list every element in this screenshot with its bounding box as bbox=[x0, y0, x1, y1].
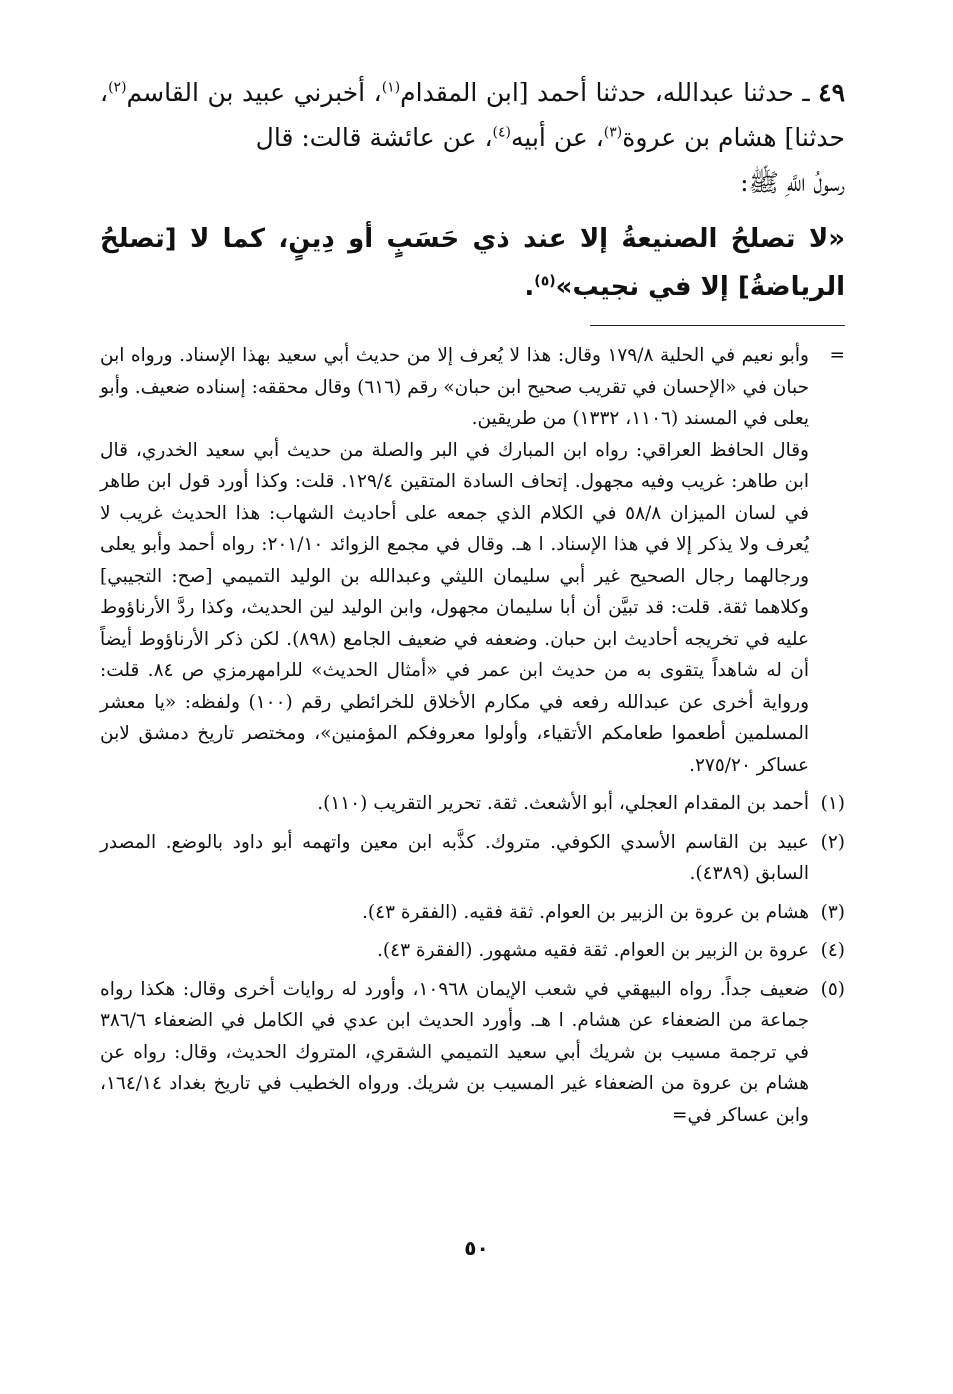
footnote-3 bbox=[100, 897, 845, 929]
matn-text: «لا تصلحُ الصنيعةُ إلا عند ذي حَسَبٍ أو دِينٍ، كما لا [تصلحُ الرياضةُ] إلا في نجيب» bbox=[100, 224, 845, 302]
footnote-4 bbox=[100, 935, 845, 967]
footnote-text: هشام بن عروة بن الزبير بن العوام. ثقة فقيه. (الفقرة ٤٣). bbox=[362, 901, 809, 923]
continuation-body bbox=[100, 340, 809, 781]
footnote-text: ضعيف جداً. رواه البيهقي في شعب الإيمان ١٠٩٦٨، وأورد له روايات أخرى وقال: هكذا رواه جماعة من الضعفاء عن هشام. ا هـ. وأورد الحديث ابن عدي في الكامل في الضعفاء ٣٨٦/٦ في ترجمة مسيب بن شريك أبي سعيد التميمي الشقري، المتروك الحديث، وقال: رواه عن هشام بن عروة من الضعفاء غير المسيب بن شريك. ورواه الخطيب في تاريخ بغداد ١٦٤/١٤، وابن عساكر في= bbox=[100, 978, 809, 1126]
footnote-ref-5[interactable]: (٥) bbox=[534, 273, 556, 290]
isnad-part-4: ، عن أبيه bbox=[511, 123, 604, 152]
footnote-ref-1[interactable]: (١) bbox=[381, 79, 401, 96]
page-content bbox=[100, 70, 846, 1126]
continuation-paragraph-1: وأبو نعيم في الحلية ١٧٩/٨ وقال: هذا لا يُعرف إلا من حديث أبي سعيد بهذا الإسناد. ورواه ابن حبان في «الإحسان في تقريب صحيح ابن حبان» رقم (٦١٦) وقال محققه: إسناده ضعيف. وأبو يعلى في المسند (١١٠٦، ١٣٣٢) من طريقين. bbox=[100, 345, 810, 429]
footnote-ref-2[interactable]: (٢) bbox=[108, 79, 127, 96]
hadith-isnad bbox=[100, 70, 845, 160]
footnote-marker: (١) bbox=[820, 793, 845, 814]
isnad-part-1: حدثنا عبدالله، حدثنا أحمد [ابن المقدام bbox=[400, 78, 794, 107]
hadith-number: ٤٩ bbox=[818, 78, 846, 107]
continuation-marker: = bbox=[829, 345, 845, 366]
footnote-marker: (٤) bbox=[820, 940, 845, 961]
prophet-line: رسولُ اللَّهِ ﷺ: bbox=[740, 168, 845, 197]
page-number: ٥٠ bbox=[464, 1236, 489, 1260]
footnote-marker: (٣) bbox=[820, 901, 845, 923]
isnad-part-2: ، أخبرني عبيد بن القاسم bbox=[126, 78, 382, 107]
footnote-text: عروة بن الزبير بن العوام. ثقة فقيه مشهور. (الفقرة ٤٣). bbox=[377, 940, 809, 961]
footnote-continuation bbox=[100, 340, 845, 781]
footnote-marker: (٥) bbox=[820, 978, 845, 1000]
footnote-marker: (٢) bbox=[820, 831, 845, 853]
footnote-ref-4[interactable]: (٤) bbox=[492, 124, 512, 141]
footnote-text: أحمد بن المقدام العجلي، أبو الأشعث. ثقة. تحرير التقريب (١١٠). bbox=[317, 793, 809, 814]
footnote-1 bbox=[100, 788, 845, 820]
hadith-matn bbox=[100, 215, 845, 311]
continuation-paragraph-2: وقال الحافظ العراقي: رواه ابن المبارك في البر والصلة من حديث أبي سعيد الخدري، قال ابن طاهر: غريب وفيه مجهول. إتحاف السادة المتقين ١٢٩/٤. قلت: وكذا أورد قول ابن طاهر في لسان الميزان ٥٨/٨ في الكلام الذي جمعه على أحاديث الشهاب: هذا الحديث غريب لا يُعرف ولا يذكر إلا في هذا الإسناد. ا هـ. وقال في مجمع الزوائد ٢٠١/١٠: رواه أحمد وأبو يعلى ورجالهما رجال الصحيح غير أبي سليمان الليثي وعبدالله بن الوليد التميمي [صح: التجيبي] وكلاهما ثقة. قلت: قد تبيَّن أن أبا سليمان مجهول، وابن الوليد لين الحديث، وكذا ردَّ الأرناؤوط عليه في تخريجه أحاديث ابن حبان. وضعفه في ضعيف الجامع (٨٩٨). لكن ذكر الأرناؤوط أيضاً أن له شاهداً يتقوى به من حديث ابن عمر في «أمثال الحديث» للرامهرمزي ص ٨٤. قلت: ورواية أخرى عن عبدالله رفعه في مكارم الأخلاق للخرائطي رقم (١٠٠) ولفظه: «يا معشر المسلمين أطعموا طعامكم الأتقياء، وأولوا معروفكم المؤمنين»، ومختصر تاريخ دمشق لابن عساكر ٢٧٥/٢٠. bbox=[100, 439, 810, 776]
footnotes bbox=[100, 340, 845, 1131]
footnote-text: عبيد بن القاسم الأسدي الكوفي. متروك. كذَّبه ابن معين واتهمه أبو داود بالوضع. المصدر السابق (٤٣٨٩). bbox=[100, 831, 809, 884]
isnad-part-5: ، عن عائشة قالت: قال bbox=[255, 123, 493, 152]
matn-end: . bbox=[524, 272, 535, 302]
footnote-2 bbox=[100, 827, 845, 890]
footnote-5 bbox=[100, 974, 845, 1132]
footnote-ref-3[interactable]: (٣) bbox=[603, 124, 623, 141]
hadith-separator: ـ bbox=[793, 78, 819, 107]
isnad-part-3: ، حدثنا] هشام بن عروة bbox=[100, 78, 845, 152]
footnote-divider bbox=[590, 325, 845, 326]
